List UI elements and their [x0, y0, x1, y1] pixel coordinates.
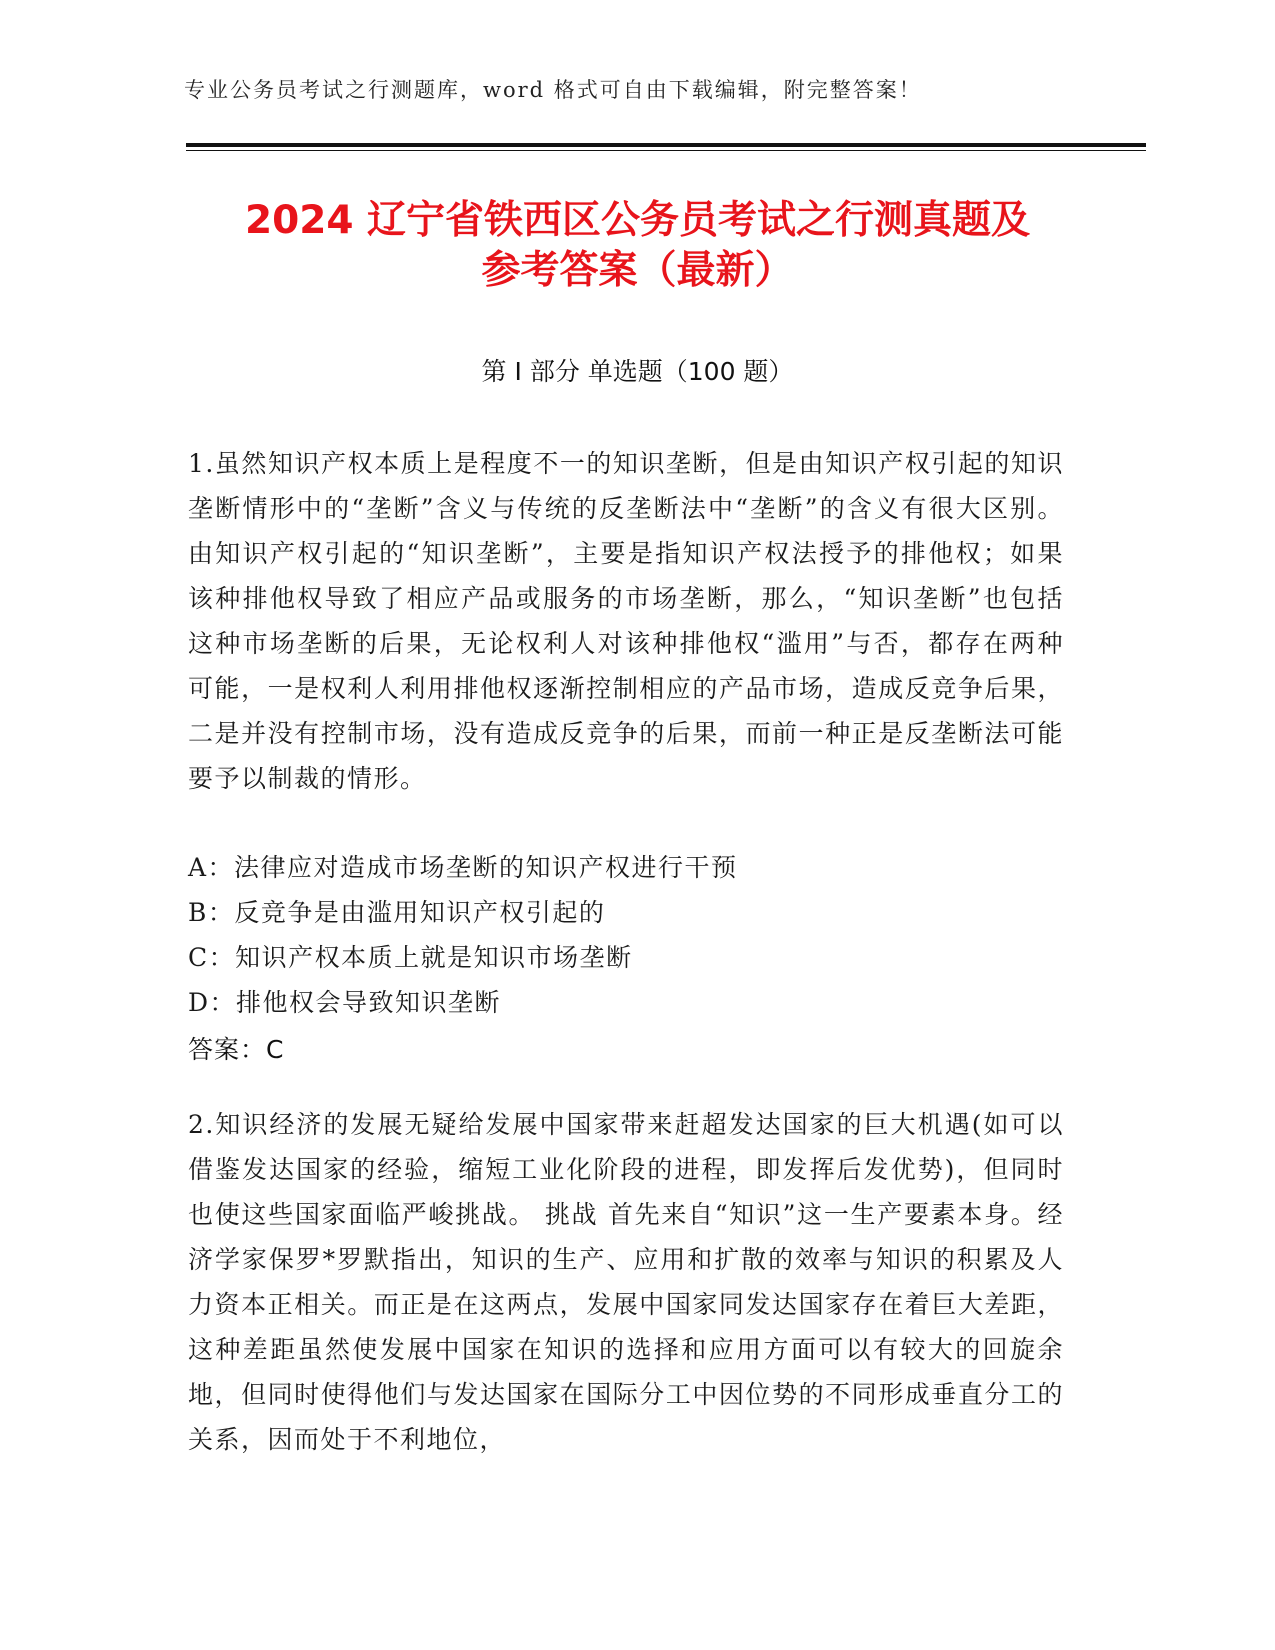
option-b: B：反竞争是由滥用知识产权引起的	[188, 898, 606, 927]
question-1-options	[188, 845, 1068, 1025]
document-title	[60, 196, 1215, 296]
header-rule-thin	[186, 150, 1146, 151]
header-rule-thick	[186, 143, 1146, 147]
option-c: C：知识产权本质上就是知识市场垄断	[188, 943, 633, 972]
question-2-text: 2.知识经济的发展无疑给发展中国家带来赶超发达国家的巨大机遇(如可以借鉴发达国家的经验，缩短工业化阶段的进程，即发挥后发优势)，但同时也使这些国家面临严峻挑战。 挑战 首先来自“知识”这一生产要素本身。经济学家保罗*罗默指出，知识的生产、应用和扩散的效率与知识的积累及人力资本正相关。而正是在这两点，发展中国家同发达国家存在着巨大差距，这种差距虽然使发展中国家在知识的选择和应用方面可以有较大的回旋余地，但同时使得他们与发达国家在国际分工中因位势的不同形成垂直分工的关系，因而处于不利地位，	[188, 1110, 1064, 1454]
section-heading: 第 I 部分 单选题（100 题）	[481, 357, 794, 386]
option-d: D：排他权会导致知识垄断	[188, 988, 502, 1017]
title-line-1: 2024 辽宁省铁西区公务员考试之行测真题及	[244, 198, 1031, 243]
title-line-2: 参考答案（最新）	[481, 248, 794, 293]
option-a: A：法律应对造成市场垄断的知识产权进行干预	[188, 853, 738, 882]
question-1-answer: 答案：C	[188, 1035, 285, 1064]
header-note: 专业公务员考试之行测题库，word 格式可自由下载编辑，附完整答案！	[184, 78, 922, 102]
question-1-text: 1.虽然知识产权本质上是程度不一的知识垄断，但是由知识产权引起的知识垄断情形中的“垄断”含义与传统的反垄断法中“垄断”的含义有很大区别。由知识产权引起的“知识垄断”，主要是指知识产权法授予的排他权；如果该种排他权导致了相应产品或服务的市场垄断，那么，“知识垄断”也包括这种市场垄断的后果，无论权利人对该种排他权“滥用”与否，都存在两种可能，一是权利人利用排他权逐渐控制相应的产品市场，造成反竞争后果，二是并没有控制市场，没有造成反竞争的后果，而前一种正是反垄断法可能要予以制裁的情形。	[188, 449, 1064, 793]
